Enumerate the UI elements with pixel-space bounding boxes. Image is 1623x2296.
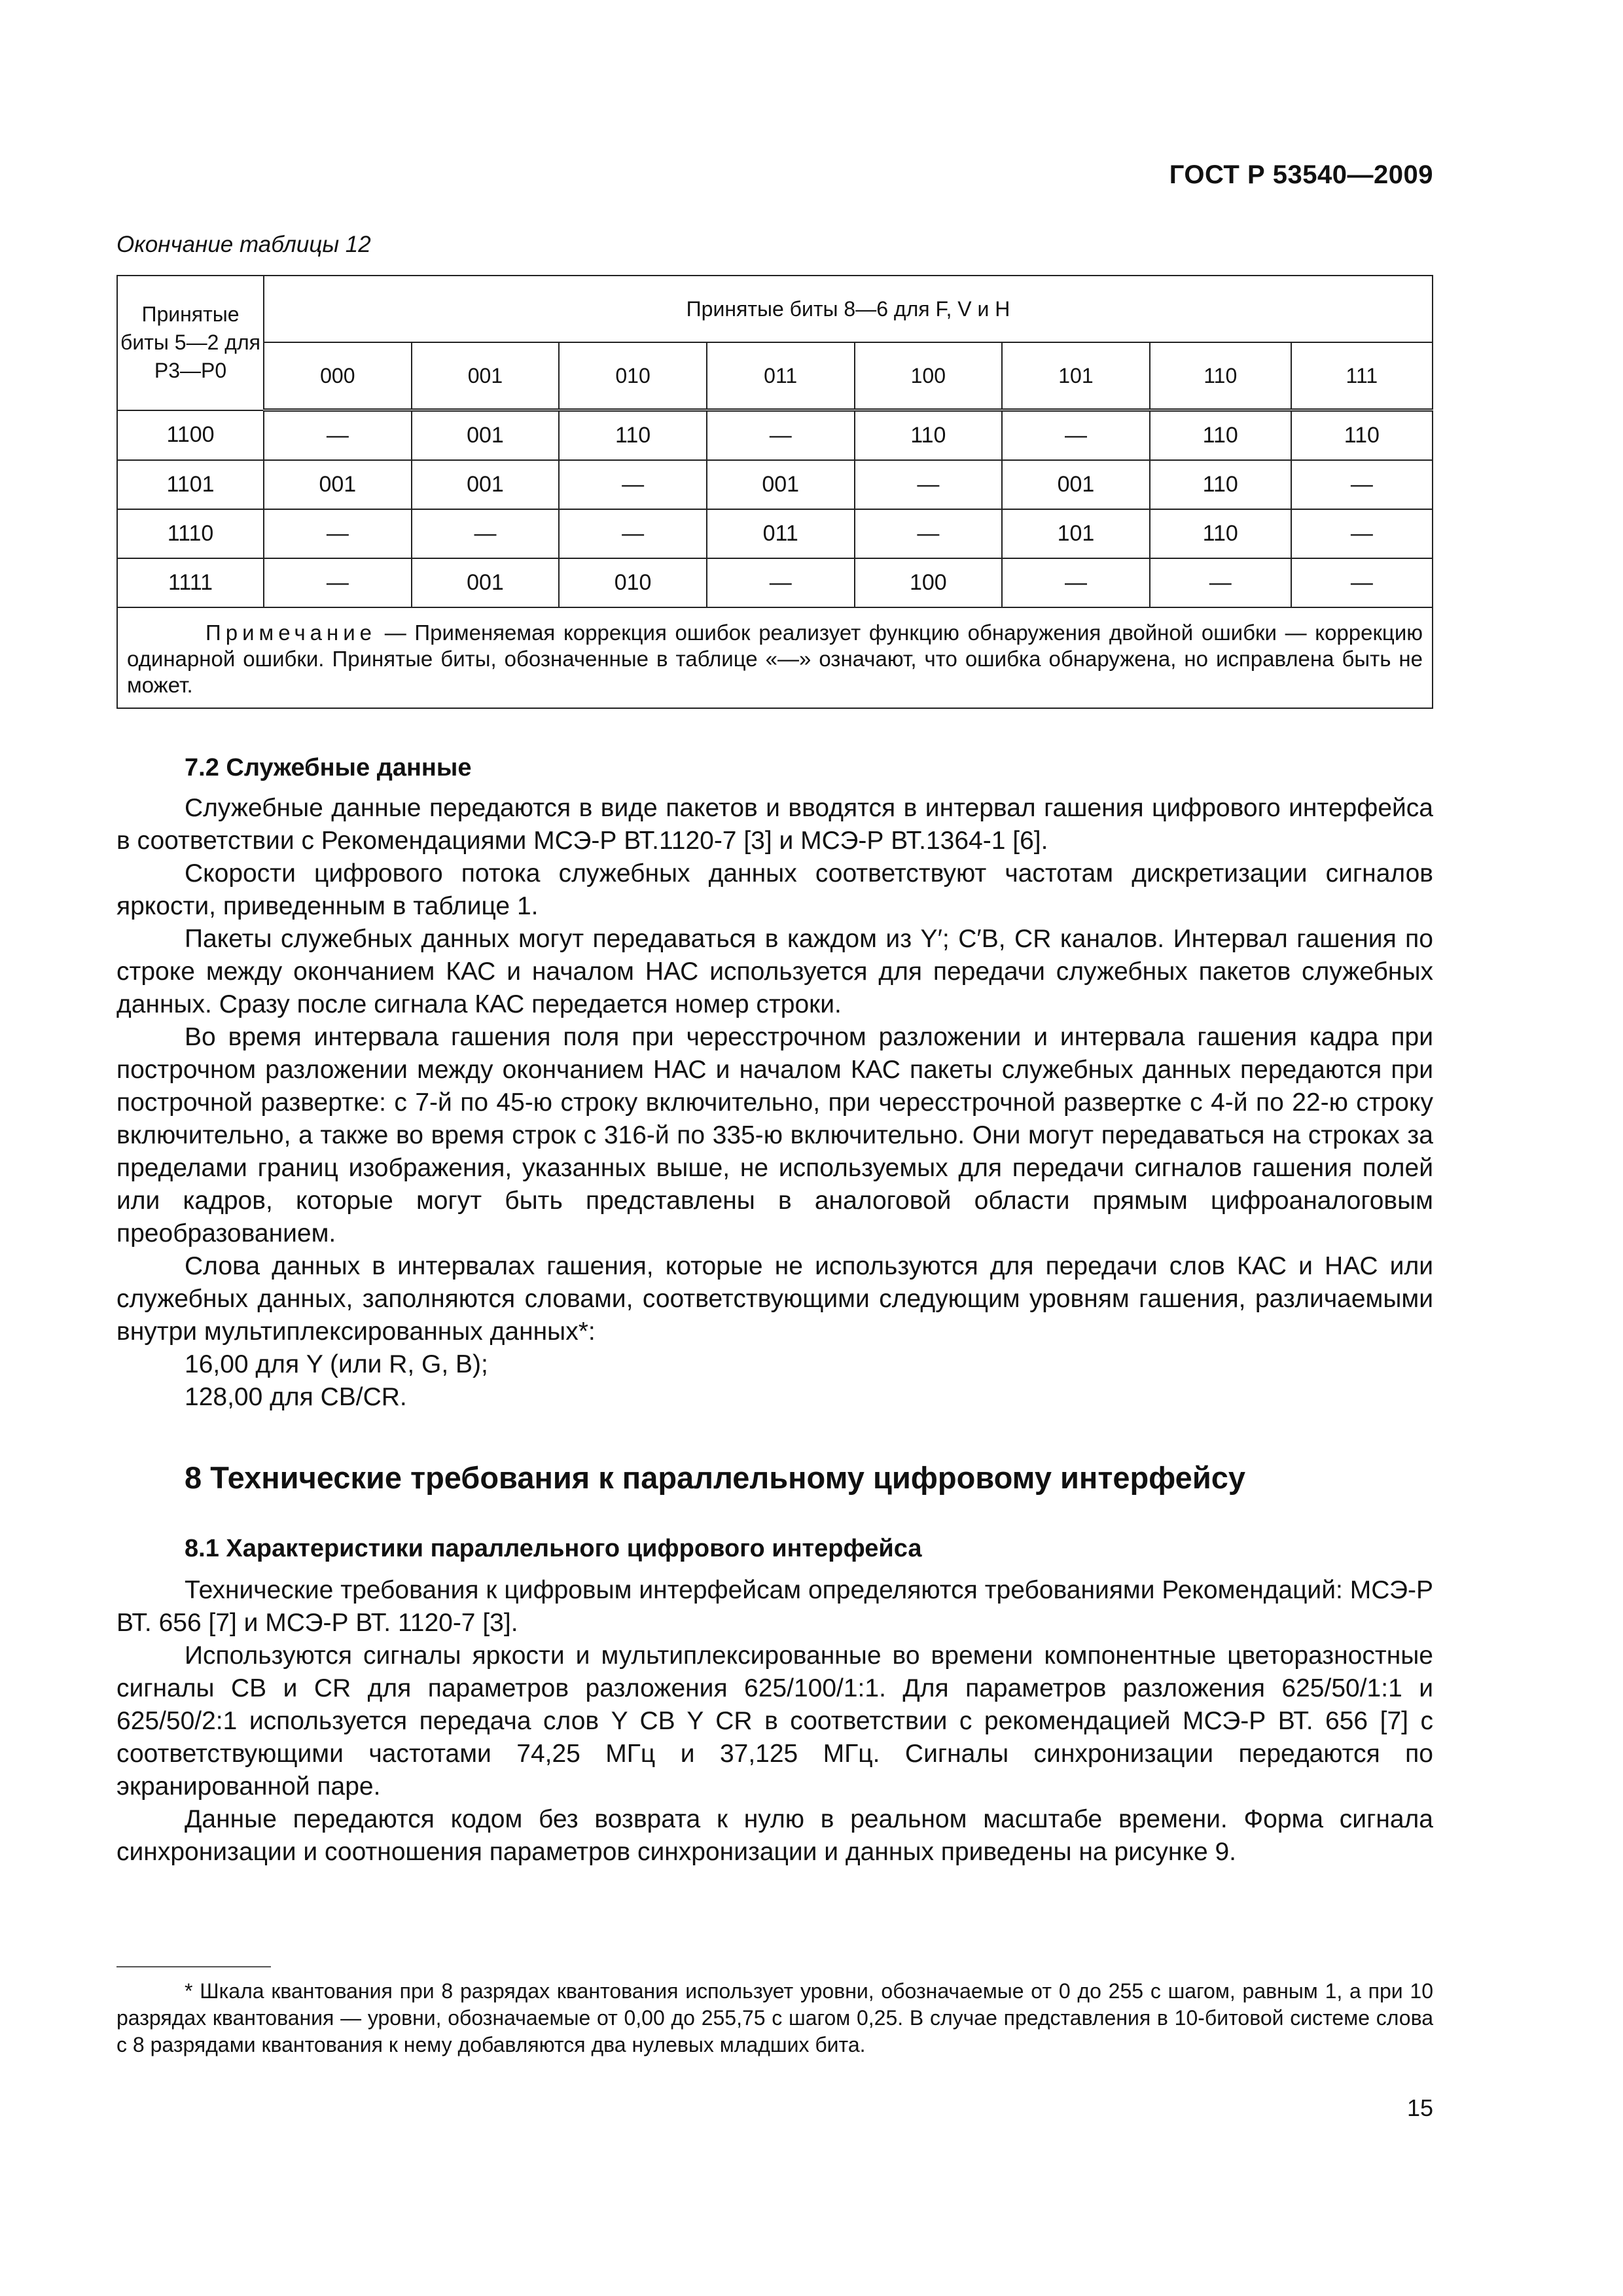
- table-row: [117, 558, 1433, 607]
- table-column-header: 101: [1002, 342, 1150, 410]
- section-8-1-body: [116, 1574, 1433, 1869]
- table-cell: 011: [707, 509, 855, 558]
- table-cell: —: [264, 558, 412, 607]
- table-column-header: 111: [1291, 342, 1433, 410]
- table-cell: 1111: [117, 558, 264, 607]
- section-8-1-heading: 8.1 Характеристики параллельного цифрового интерфейса: [185, 1535, 922, 1562]
- paragraph: Используются сигналы яркости и мультиплексированные во времени компонентные цветоразностные сигналы CB и CR для параметров разложения 625/100/1:1. Для параметров разложения 625/50/1:1 и 625/50/2:1 используется передача слов Y CB Y CR в соответствии с рекомендацией МСЭ-Р ВТ. 656 [7] с соответствующими частотами 74,25 МГц и 37,125 МГц. Сигналы синхронизации передаются по экранированной паре.: [116, 1641, 1433, 1801]
- table-cell: 1100: [117, 410, 264, 461]
- paragraph: Во время интервала гашения поля при чересстрочном разложении и интервала гашения кадра при построчном разложении между окончанием НАС и началом КАС пакеты служебных данных передаются при построчной развертке: с 7-й по 45-ю строку включительно, при чересстрочной развертке с 4-й по 22-ю строку включительно, а также во время строк с 316-й по 335-ю включительно. Они могут передаваться на строках за пределами границ изображения, указанных выше, не используемых для передачи сигналов гашения полей или кадров, которые могут быть представлены в аналоговой области прямым цифроаналоговым преобразованием.: [116, 1023, 1433, 1247]
- table-cell: 110: [1150, 410, 1291, 461]
- table-cell: 001: [707, 460, 855, 509]
- table-group-header: Принятые биты 8—6 для F, V и H: [264, 276, 1433, 342]
- paragraph: Слова данных в интервалах гашения, которые не используются для передачи слов КАС и НАС или служебных данных, заполняются словами, соответствующими следующим уровням гашения, различаемыми внутри мультиплексированных данных*:: [116, 1252, 1433, 1346]
- table-cell: —: [412, 509, 560, 558]
- table-cell: —: [1002, 558, 1150, 607]
- table-cell: —: [559, 460, 707, 509]
- page-number: 15: [1406, 2094, 1433, 2121]
- table-note: [117, 607, 1433, 708]
- table-cell: —: [559, 509, 707, 558]
- table-12: [116, 275, 1433, 709]
- table-cell: —: [1291, 509, 1433, 558]
- paragraph: Скорости цифрового потока служебных данных соответствуют частотам дискретизации сигналов яркости, приведенным в таблице 1.: [116, 859, 1433, 920]
- table-cell: —: [855, 509, 1003, 558]
- table-cell: —: [707, 558, 855, 607]
- document-id-header: ГОСТ Р 53540—2009: [1169, 160, 1433, 189]
- section-7-2-heading: 7.2 Служебные данные: [185, 754, 472, 781]
- blanking-level-c: 128,00 для CB/CR.: [185, 1383, 407, 1411]
- table-cell: —: [1291, 460, 1433, 509]
- paragraph: Служебные данные передаются в виде пакетов и вводятся в интервал гашения цифрового интерфейса в соответствии с Рекомендациями МСЭ-Р ВТ.1120-7 [3] и МСЭ-Р ВТ.1364-1 [6].: [116, 794, 1433, 855]
- table-cell: —: [264, 509, 412, 558]
- table-cell: 1101: [117, 460, 264, 509]
- table-caption: Окончание таблицы 12: [116, 232, 371, 257]
- table-cell: 001: [412, 558, 560, 607]
- table-cell: 001: [412, 460, 560, 509]
- table-column-header: 010: [559, 342, 707, 410]
- table-cell: 010: [559, 558, 707, 607]
- table-note-row: [117, 607, 1433, 708]
- table-cell: 001: [264, 460, 412, 509]
- footnote: * Шкала квантования при 8 разрядах квантования использует уровни, обозначаемые от 0 до 255 с шагом, равным 1, а при 10 разрядах квантования — уровни, обозначаемые от 0,00 до 255,75 с шагом 0,25. В случае представления в 10-битовой системе слова с 8 разрядами квантования к нему добавляются два нулевых младших бита.: [116, 1979, 1433, 2056]
- table-cell: 110: [1150, 509, 1291, 558]
- table-cell: 110: [559, 410, 707, 461]
- table-column-header: 001: [412, 342, 560, 410]
- table-cell: 1110: [117, 509, 264, 558]
- table-corner-header: Принятые биты 5—2 для P3—P0: [117, 276, 264, 410]
- table-cell: 001: [412, 410, 560, 461]
- table-column-header: 000: [264, 342, 412, 410]
- table-cell: —: [1150, 558, 1291, 607]
- table-cell: 100: [855, 558, 1003, 607]
- table-cell: 110: [855, 410, 1003, 461]
- footnote-divider: [116, 1966, 271, 1967]
- table-column-header: 011: [707, 342, 855, 410]
- table-column-header: 110: [1150, 342, 1291, 410]
- table-cell: 110: [1291, 410, 1433, 461]
- blanking-level-y: 16,00 для Y (или R, G, B);: [185, 1350, 488, 1378]
- note-label: Примечание: [205, 620, 377, 645]
- table-row: [117, 460, 1433, 509]
- note-text: — Применяемая коррекция ошибок реализует функцию обнаружения двойной ошибки — коррекцию одинарной ошибки. Принятые биты, обозначенные в таблице «—» означают, что ошибка обнаружена, но исправлена быть не может.: [127, 620, 1423, 697]
- table-cell: 110: [1150, 460, 1291, 509]
- section-8-heading: 8 Технические требования к параллельному цифровому интерфейсу: [185, 1460, 1245, 1495]
- paragraph: Пакеты служебных данных могут передаваться в каждом из Y′; C′B, CR каналов. Интервал гашения по строке между окончанием КАС и началом НАС используется для передачи служебных пакетов служебных данных. Сразу после сигнала КАС передается номер строки.: [116, 925, 1433, 1018]
- paragraph: Данные передаются кодом без возврата к нулю в реальном масштабе времени. Форма сигнала синхронизации и соотношения параметров синхронизации и данных приведены на рисунке 9.: [116, 1805, 1433, 1866]
- table-cell: —: [855, 460, 1003, 509]
- paragraph: Технические требования к цифровым интерфейсам определяются требованиями Рекомендаций: МСЭ-Р ВТ. 656 [7] и МСЭ-Р ВТ. 1120-7 [3].: [116, 1576, 1433, 1637]
- table-cell: 101: [1002, 509, 1150, 558]
- table-cell: —: [1291, 558, 1433, 607]
- section-7-2-body: [116, 792, 1433, 1414]
- table-column-header: 100: [855, 342, 1003, 410]
- table-cell: —: [707, 410, 855, 461]
- table-row: [117, 509, 1433, 558]
- table-cell: —: [264, 410, 412, 461]
- table-cell: 001: [1002, 460, 1150, 509]
- table-row: [117, 410, 1433, 461]
- table-cell: —: [1002, 410, 1150, 461]
